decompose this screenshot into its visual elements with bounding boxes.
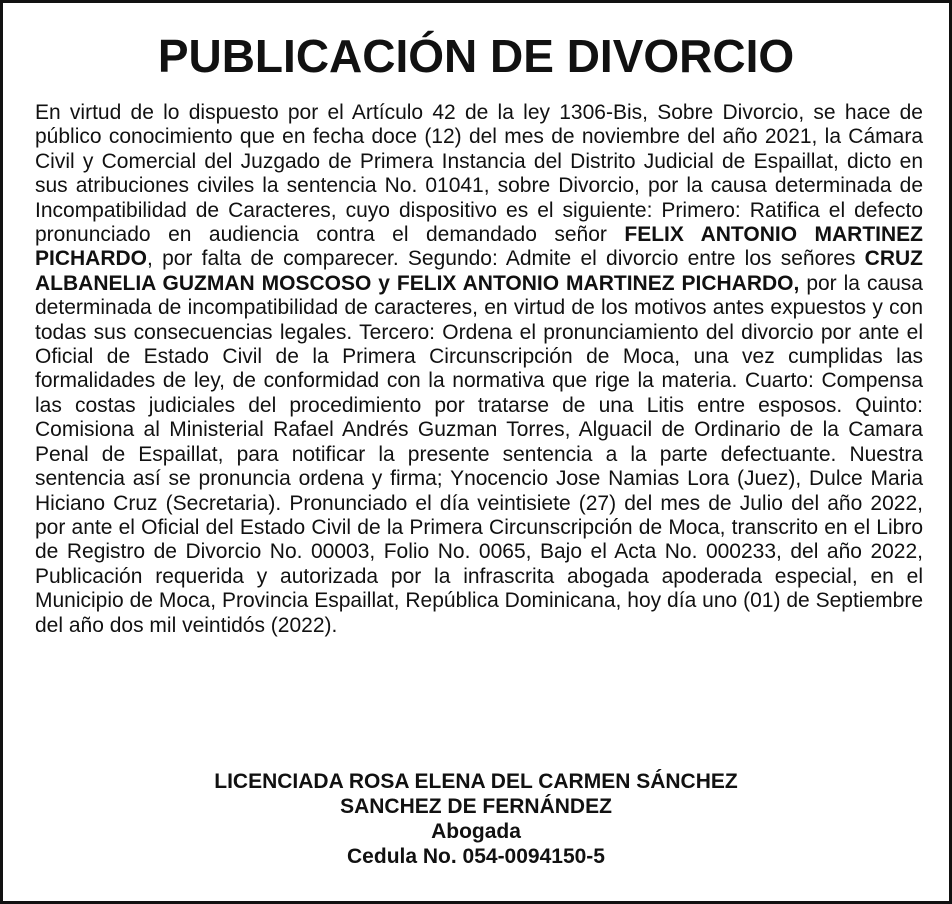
signer-name-line-1: LICENCIADA ROSA ELENA DEL CARMEN SÁNCHEZ xyxy=(214,770,738,793)
notice-title: PUBLICACIÓN DE DIVORCIO xyxy=(157,30,795,82)
signer-role: Abogada xyxy=(431,820,521,843)
body-text-part-3: por la causa determinada de incompatibilidad de caracteres, en virtud de los motivos antes expuestos y con todas sus consecuencias legales. Tercero: Ordena el pronunciamiento del divorcio por ante el Oficial de Estado Civil de la Primera Circunscripción de Moca, una vez cumplidas las formalidades de ley, de conformidad con la normativa que rige la materia. Cuarto: Compensa las costas judiciales del procedimiento por tratarse de una Litis entre esposos. Quinto: Comisiona al Ministerial Rafael Andrés Guzman Torres, Alguacil de Ordinario de la Camara Penal de Espaillat, para notificar la presente sentencia a la parte defectuante. Nuestra sentencia así se pronuncia ordena y firma; Ynocencio Jose Namias Lora (Juez), Dulce Maria Hiciano Cruz (Secretaria). Pronunciado el día veintisiete (27) del mes de Julio del año 2022, por ante el Oficial del Estado Civil de la Primera Circunscripción de Moca, transcrito en el Libro de Registro de Divorcio No. 00003, Folio No. 0065, Bajo el Acta No. 000233, del año 2022, Publicación requerida y autorizada por la infrascrita abogada apoderada especial, en el Municipio de Moca, Provincia Espaillat, República Dominicana, hoy día uno (01) de Septiembre del año dos mil veintidós (2022). xyxy=(35,271,923,637)
signer-id-number: Cedula No. 054-0094150-5 xyxy=(347,845,605,868)
body-text-part-1: En virtud de lo dispuesto por el Artículo 42 de la ley 1306-Bis, Sobre Divorcio, se hace de público conocimiento que en fecha doce (12) del mes de noviembre del año 2021, la Cámara Civil y Comercial del Juzgado de Primera Instancia del Distrito Judicial de Espaillat, dicto en sus atribuciones civiles la sentencia No. 01041, sobre Divorcio, por la causa determinada de Incompatibilidad de Caracteres, cuyo dispositivo es el siguiente: Primero: Ratifica el defecto pronunciado en audiencia contra el demandado señor xyxy=(35,101,923,247)
defendant-name: FELIX ANTONIO MARTINEZ PICHARDO xyxy=(35,223,923,271)
spouses-names: CRUZ ALBANELIA GUZMAN MOSCOSO y FELIX ANTONIO MARTINEZ PICHARDO, xyxy=(35,247,923,295)
body-text-part-2: , por falta de comparecer. Segundo: Admite el divorcio entre los señores xyxy=(147,247,865,271)
notice-body xyxy=(35,101,923,638)
signature-block xyxy=(3,769,949,869)
signer-name-line-2: SANCHEZ DE FERNÁNDEZ xyxy=(340,795,612,818)
